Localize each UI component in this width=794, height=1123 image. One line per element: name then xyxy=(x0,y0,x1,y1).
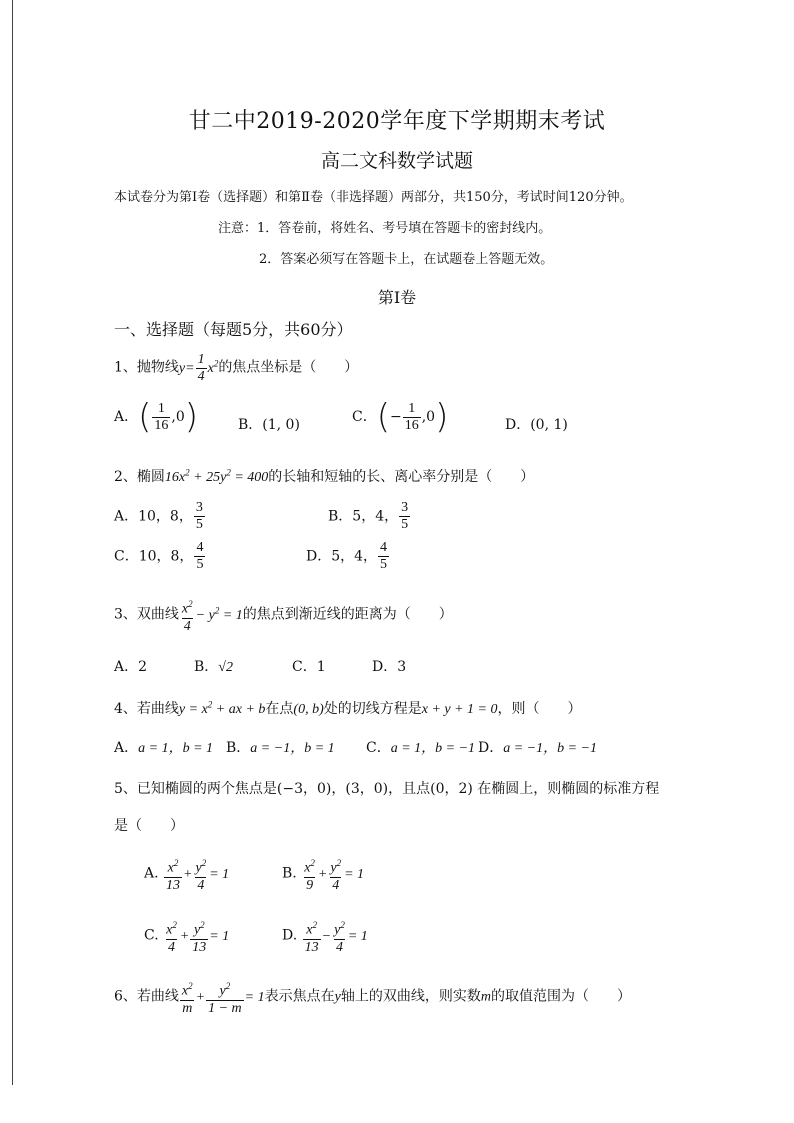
q3-prefix: 3、双曲线 xyxy=(114,606,179,623)
q4-option-c: C．a = 1，b = −1 xyxy=(366,740,476,756)
q6-suffix: 表示焦点在 xyxy=(264,988,335,1005)
q1-option-a-label: A． xyxy=(114,409,139,425)
q2-option-c: C．10，8， $\frac{4}{5}$ xyxy=(114,540,204,572)
question-1 xyxy=(114,352,358,385)
question-3 xyxy=(114,596,453,635)
q3-option-b-label: B． xyxy=(194,659,219,675)
question-4: 4、若曲线$y = x^2$ + ax + b在点(0, b)处的切线方程是x + y + 1 = 0，则（ ） xyxy=(114,699,582,717)
q4-mid1: 在点 xyxy=(265,701,294,717)
q4-option-a: A．a = 1，b = 1 xyxy=(114,740,214,756)
q4-option-d: D．a = −1，b = −1 xyxy=(478,740,598,756)
exam-title: 甘二中2019-2020学年度下学期期末考试 xyxy=(188,109,606,134)
q4-option-c-label: C． xyxy=(366,740,391,756)
q1-option-b: B．(1, 0) xyxy=(238,417,300,433)
q4-option-b: B．a = −1，b = 1 xyxy=(226,740,335,756)
question-6: 6、若曲线 $\frac{x^2}{m}$ + $\frac{y^2}{1 - m}$ = 1表示焦点在y轴上的双曲线，则实数m的取值范围为（ ） xyxy=(114,981,631,1016)
q1-option-c: C．(− $\frac{1}{16}$ ,0) xyxy=(352,397,449,437)
q4-suffix: ，则（ ） xyxy=(497,701,582,717)
q3-suffix: 的焦点到渐近线的距离为（ ） xyxy=(242,606,453,623)
q2-option-d: D．5，4， $\frac{4}{5}$ xyxy=(306,540,388,572)
note-2: 2．答案必须写在答题卡上，在试题卷上答题无效。 xyxy=(259,252,554,267)
question-5-line2: 是（ ） xyxy=(114,818,184,834)
question-2 xyxy=(114,466,534,486)
q2-option-a: A．10，8， $\frac{3}{5}$ xyxy=(114,500,203,532)
q5-option-b: B. $\frac{x^2}{9}$ + $\frac{y^2}{4}$ = 1 xyxy=(282,858,365,893)
q1-formula: y= $\frac{1}{4}$ $x^2$ xyxy=(178,352,219,384)
q2-formula: $16x^2 + 25y^2 = 400$ xyxy=(164,467,269,485)
q4-prefix: 4、若曲线 xyxy=(114,701,179,717)
q6-suffix3: 的取值范围为（ ） xyxy=(490,988,631,1005)
q5-option-c-label: C. xyxy=(144,927,159,944)
q2-suffix: 的长轴和短轴的长、离心率分别是（ ） xyxy=(268,469,535,485)
question-5-line1: 5、已知椭圆的两个焦点是(−3，0)，(3，0)，且点(0，2) 在椭圆上，则椭圆的标准方程 xyxy=(114,781,660,797)
part-title: 第Ⅰ卷 xyxy=(377,288,417,307)
q4-mid2: 处的切线方程是 xyxy=(323,701,422,717)
q4-option-d-label: D． xyxy=(478,740,504,756)
q1-option-a: A．( $\frac{1}{16}$ ,0) xyxy=(114,397,199,437)
q2-option-a-label: A．10，8， xyxy=(114,508,193,525)
section-heading: 一、选择题（每题5分，共60分） xyxy=(114,320,353,339)
q2-prefix: 2、椭圆 xyxy=(114,469,165,485)
q5-option-c: C. $\frac{x^2}{4}$ + $\frac{y^2}{13}$ = 1 xyxy=(144,920,230,955)
q4-option-b-label: B． xyxy=(226,740,251,756)
q1-suffix: 的焦点坐标是（ ） xyxy=(218,359,359,376)
q5-option-d-label: D. xyxy=(282,927,298,944)
q3-option-d: D．3 xyxy=(372,659,407,675)
note-1: 注意：1．答卷前，将姓名、考号填在答题卡的密封线内。 xyxy=(218,221,552,236)
q5-option-a-label: A. xyxy=(144,865,159,882)
q3-option-a: A．2 xyxy=(114,659,148,675)
q3-option-b: B．√2 xyxy=(194,659,233,675)
q1-prefix: 1、抛物线 xyxy=(114,359,179,376)
q1-option-c-label: C． xyxy=(352,409,377,425)
q4-option-a-label: A． xyxy=(114,740,139,756)
q5-option-b-label: B. xyxy=(282,865,297,882)
q3-formula: $\frac{x^2}{4}$ − $y^2 = 1$ xyxy=(181,599,243,634)
q6-suffix2: 轴上的双曲线，则实数 xyxy=(340,988,481,1005)
q3-option-c: C．1 xyxy=(292,659,326,675)
q1-option-d: D．(0, 1) xyxy=(505,417,568,433)
q2-option-c-label: C．10，8， xyxy=(114,548,194,565)
q2-option-b: B．5，4， $\frac{3}{5}$ xyxy=(328,500,409,532)
exam-subtitle: 高二文科数学试题 xyxy=(320,150,473,172)
q5-option-d: D. $\frac{x^2}{13}$ − $\frac{y^2}{4}$ = 1 xyxy=(282,920,368,955)
q6-prefix: 6、若曲线 xyxy=(114,988,179,1005)
q5-option-a: A. $\frac{x^2}{13}$ + $\frac{y^2}{4}$ = 1 xyxy=(144,858,230,893)
q2-option-b-label: B．5，4， xyxy=(328,508,399,525)
intro-line: 本试卷分为第Ⅰ卷（选择题）和第Ⅱ卷（非选择题）两部分，共150分，考试时间120分钟。 xyxy=(114,190,633,205)
q2-option-d-label: D．5，4， xyxy=(306,548,378,565)
